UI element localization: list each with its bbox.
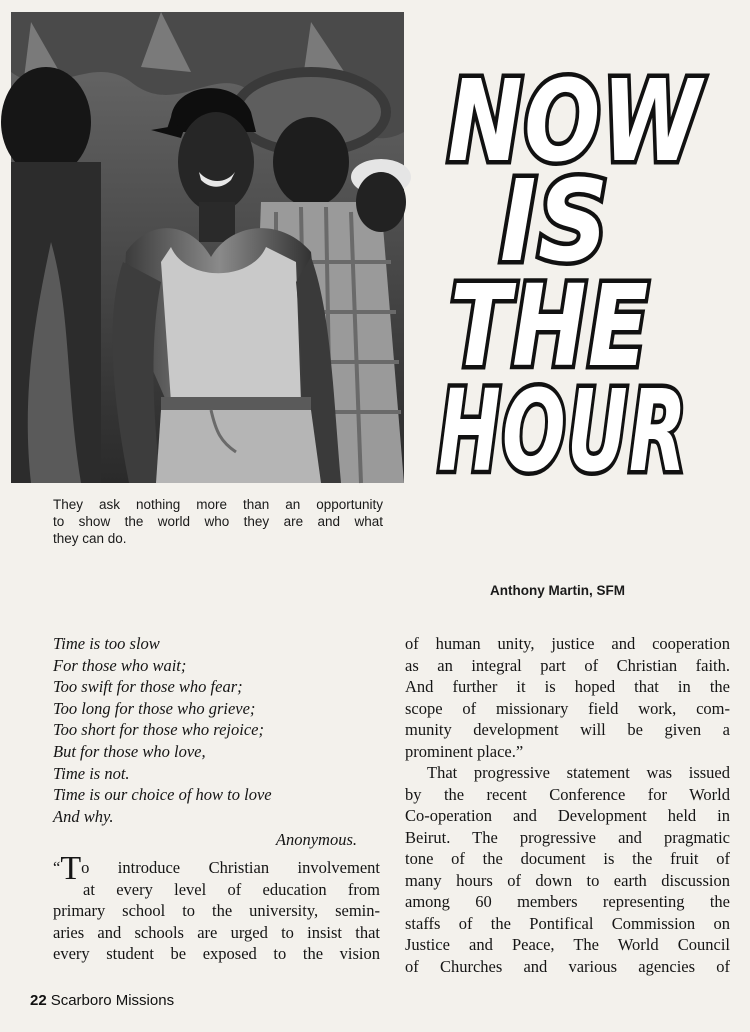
- headline-graphic: [425, 57, 725, 497]
- poem-author: Anonymous.: [275, 830, 357, 850]
- photo-caption: [53, 496, 383, 547]
- article-body-left: [53, 850, 380, 965]
- body-line: scope of missionary field work, com-: [405, 698, 730, 718]
- open-quote: “: [53, 858, 61, 877]
- body-line: among 60 members representing the: [405, 892, 730, 911]
- poem-line: But for those who love,: [53, 741, 206, 761]
- body-line: Co-operation and Development held in: [405, 806, 730, 825]
- headline-line-2: IS: [500, 157, 610, 287]
- body-line: tone of the document is the fruit of: [405, 849, 730, 868]
- body-line: of Churches and various agencies of: [405, 956, 730, 976]
- poem-line: Too long for those who grieve;: [53, 698, 256, 718]
- body-line-first: [53, 850, 380, 887]
- article-body-right: [405, 633, 730, 977]
- body-line: many hours of down to earth discussion: [405, 870, 730, 890]
- poem-line: Time is not.: [53, 763, 130, 783]
- publication-name: Scarboro Missions: [50, 992, 175, 1009]
- poem-line: Time is too slow: [53, 634, 160, 653]
- photo-of-workers-icon: [11, 12, 404, 483]
- headline: [425, 57, 725, 497]
- body-line: as an integral part of Christian faith.: [405, 655, 730, 675]
- headline-line-3: THE: [450, 262, 650, 392]
- body-line: staffs of the Pontifical Commission on: [405, 913, 730, 933]
- body-line: munity development will be given a: [405, 720, 730, 739]
- caption-line: They ask nothing more than an opportunity: [53, 497, 383, 512]
- body-line-text: o introduce Christian involvement: [81, 858, 380, 877]
- poem-line: Too swift for those who fear;: [53, 677, 243, 697]
- caption-line: to show the world who they are and what: [53, 514, 383, 529]
- body-line: prominent place.”: [405, 741, 524, 761]
- body-line: And further it is hoped that in the: [405, 677, 730, 696]
- body-line: at every level of education from: [83, 879, 380, 899]
- body-line: primary school to the university, semin-: [53, 901, 380, 920]
- poem-line: For those who wait;: [53, 655, 187, 675]
- caption-line: they can do.: [53, 531, 127, 546]
- poem-line: Time is our choice of how to love: [53, 785, 272, 805]
- page-footer: [30, 992, 174, 1009]
- epigraph-poem: [53, 633, 363, 851]
- body-line: That progressive statement was issued: [427, 763, 730, 782]
- body-line: of human unity, justice and cooperation: [405, 634, 730, 653]
- body-line: aries and schools are urged to insist that: [53, 922, 380, 942]
- headline-line-1: NOW: [447, 57, 706, 187]
- body-line: Justice and Peace, The World Council: [405, 935, 730, 954]
- headline-line-4: HOUR: [438, 367, 688, 497]
- body-line: by the recent Conference for World: [405, 784, 730, 804]
- body-line: Beirut. The progressive and pragmatic: [405, 827, 730, 847]
- page-number: 22: [30, 992, 47, 1009]
- body-line: every student be exposed to the vision: [53, 944, 380, 963]
- article-photo: [11, 12, 404, 483]
- poem-line: Too short for those who rejoice;: [53, 720, 264, 740]
- poem-line: And why.: [53, 806, 114, 826]
- author-byline: Anthony Martin, SFM: [490, 583, 625, 598]
- drop-cap: T: [60, 850, 82, 887]
